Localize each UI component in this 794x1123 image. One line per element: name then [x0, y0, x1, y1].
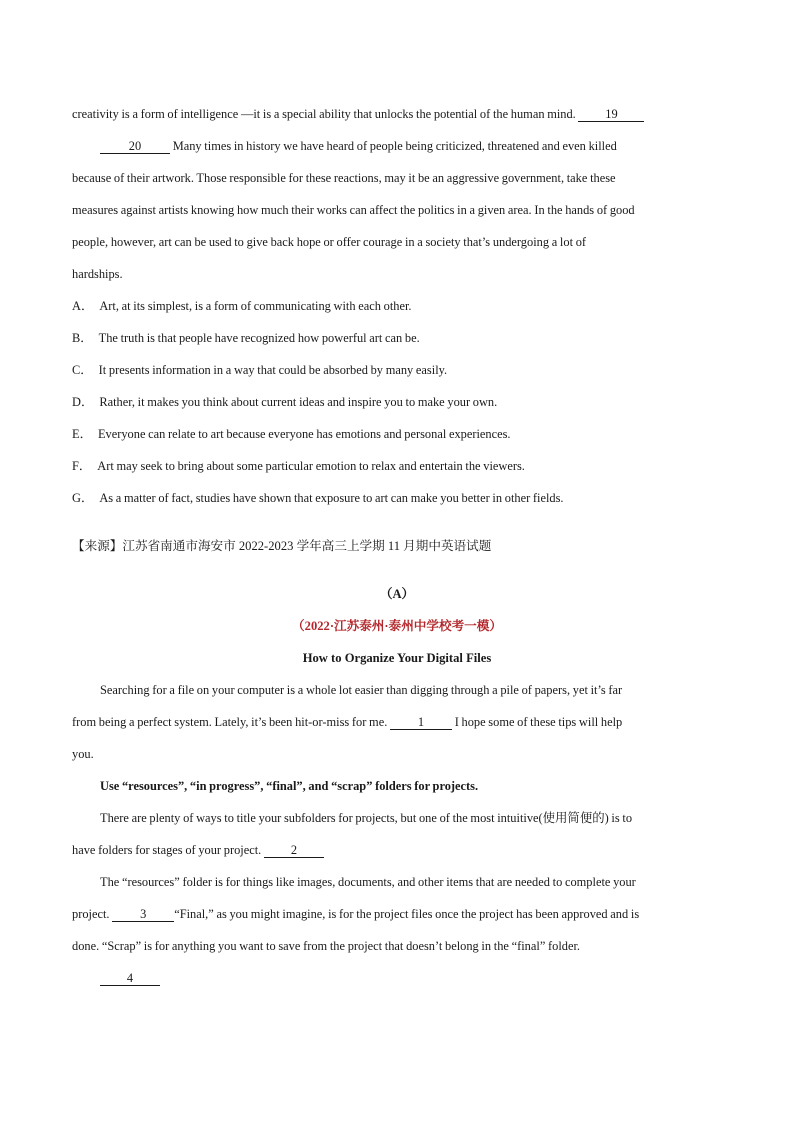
article-line: [72, 898, 722, 930]
option-letter: G．: [72, 491, 94, 505]
option-e: [72, 418, 722, 450]
passage-line: people, however, art can be used to give back hope or offer courage in a society that’s undergoing a lot of: [72, 235, 587, 249]
passage-text: Many times in history we have heard of people being criticized, threatened and even killed: [170, 139, 617, 153]
option-letter: E．: [72, 427, 92, 441]
article-line: done. “Scrap” is for anything you want to save from the project that doesn’t belong in the “final” folder.: [72, 939, 581, 953]
option-d: [72, 386, 722, 418]
passage-line: hardships.: [72, 267, 123, 281]
option-text: As a matter of fact, studies have shown that exposure to art can make you better in other fields.: [99, 491, 564, 505]
passage-line: [72, 130, 722, 162]
option-letter: C．: [72, 363, 93, 377]
article-text: “Final,” as you might imagine, is for the project files once the project has been approved and is: [174, 907, 640, 921]
passage-line: measures against artists knowing how much their works can affect the politics in a given area. In the hands of good: [72, 203, 635, 217]
article-line: [72, 962, 722, 994]
passage-text: creativity is a form of intelligence —it is a special ability that unlocks the potential of the human mind.: [72, 107, 576, 121]
option-text: It presents information in a way that could be absorbed by many easily.: [98, 363, 448, 377]
article-text: from being a perfect system. Lately, it’s been hit-or-miss for me.: [72, 715, 390, 729]
option-f: [72, 450, 722, 482]
article-line: There are plenty of ways to title your subfolders for projects, but one of the most intuitive(使用简便的) is to: [100, 811, 633, 825]
option-letter: B．: [72, 331, 93, 345]
option-letter: A．: [72, 299, 94, 313]
option-text: Art, at its simplest, is a form of communicating with each other.: [99, 299, 412, 313]
blank-20: 20: [100, 139, 170, 154]
exam-note: （2022·江苏泰州·泰州中学校考一模）: [292, 619, 502, 633]
option-letter: F．: [72, 459, 92, 473]
article-text: have folders for stages of your project.: [72, 843, 264, 857]
option-a: [72, 290, 722, 322]
blank-2: 2: [264, 843, 324, 858]
section-label: （A）: [379, 587, 415, 601]
article-title: How to Organize Your Digital Files: [302, 651, 492, 665]
option-text: Art may seek to bring about some particular emotion to relax and entertain the viewers.: [97, 459, 525, 473]
option-text: Everyone can relate to art because everyone has emotions and personal experiences.: [97, 427, 511, 441]
article-text: I hope some of these tips will help: [452, 715, 623, 729]
article-line: Searching for a file on your computer is a whole lot easier than digging through a pile of papers, yet it’s far: [100, 683, 623, 697]
passage-line: because of their artwork. Those responsible for these reactions, may it be an aggressive government, take these: [72, 171, 616, 185]
article-subheading: Use “resources”, “in progress”, “final”, and “scrap” folders for projects.: [100, 779, 479, 793]
option-letter: D．: [72, 395, 94, 409]
blank-1: 1: [390, 715, 452, 730]
article-text: project.: [72, 907, 113, 921]
option-g: [72, 482, 722, 514]
blank-3: 3: [112, 907, 174, 922]
option-c: [72, 354, 722, 386]
article-line: [72, 706, 722, 738]
passage-line: [72, 98, 722, 130]
document-page: [72, 98, 722, 994]
blank-4: 4: [100, 971, 160, 986]
article-line: [72, 834, 722, 866]
article-line: you.: [72, 747, 94, 761]
blank-19: 19: [578, 107, 644, 122]
source-note: 【来源】江苏省南通市海安市 2022-2023 学年高三上学期 11 月期中英语试题: [72, 539, 492, 553]
article-line: The “resources” folder is for things like images, documents, and other items that are needed to complete your: [100, 875, 636, 889]
option-text: Rather, it makes you think about current ideas and inspire you to make your own.: [99, 395, 498, 409]
option-b: [72, 322, 722, 354]
option-text: The truth is that people have recognized how powerful art can be.: [98, 331, 420, 345]
